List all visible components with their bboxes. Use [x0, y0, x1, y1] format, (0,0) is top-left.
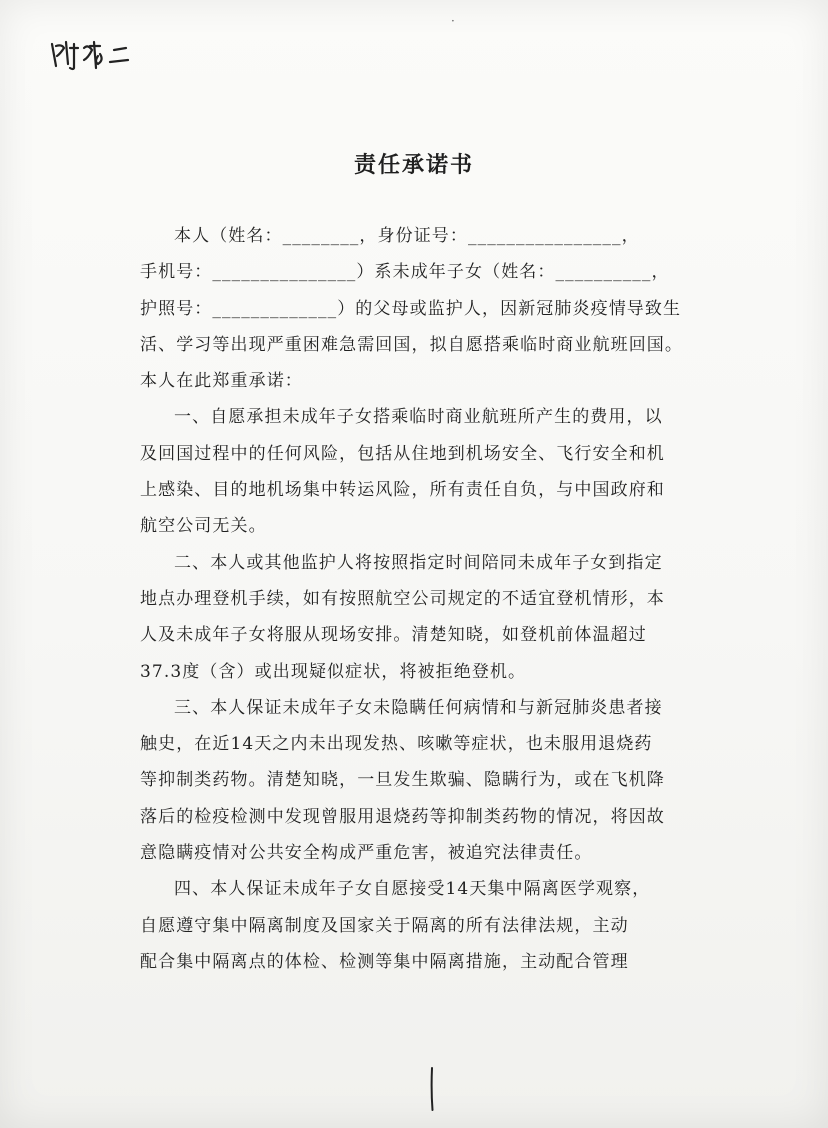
text-line: 及回国过程中的任何风险，包括从住地到机场安全、飞行安全和机 — [140, 443, 665, 464]
text-line: 二、本人或其他监护人将按照指定时间陪同未成年子女到指定 — [174, 552, 663, 573]
text-line: 等抑制类药物。清楚知晓，一旦发生欺骗、隐瞒行为，或在飞机降 — [140, 770, 665, 791]
text-line: 落后的检疫检测中发现曾服用退烧药等抑制类药物的情况，将因故 — [140, 806, 665, 827]
text-line: 37.3度（含）或出现疑似症状，将被拒绝登机。 — [140, 661, 527, 682]
text-line: 三、本人保证未成年子女未隐瞒任何病情和与新冠肺炎患者接 — [174, 697, 663, 718]
text-line: 本人在此郑重承诺： — [140, 371, 303, 392]
text-line: 手机号：_______________）系未成年子女（姓名：__________， — [140, 262, 670, 283]
document-title: 责任承诺书 — [353, 152, 474, 178]
handwritten-annotation-icon — [48, 34, 148, 74]
text-line: 本人（姓名：________，身份证号：________________， — [174, 226, 640, 246]
text-line: 触史，在近14天之内未出现发热、咳嗽等症状，也未服用退烧药 — [140, 734, 653, 755]
text-line: 四、本人保证未成年子女自愿接受14天集中隔离医学观察， — [174, 879, 651, 900]
text-line: 一、自愿承担未成年子女搭乘临时商业航班所产生的费用，以 — [174, 407, 663, 428]
text-line: 自愿遵守集中隔离制度及国家关于隔离的所有法律法规，主动 — [140, 915, 629, 936]
text-line: 配合集中隔离点的体检、检测等集中隔离措施，主动配合管理 — [140, 951, 629, 972]
page-top-mark: · — [451, 14, 455, 28]
pen-mark-icon — [430, 1066, 434, 1112]
text-line: 航空公司无关。 — [140, 516, 267, 537]
text-line: 活、学习等出现严重困难急需回国，拟自愿搭乘临时商业航班回国。 — [140, 334, 683, 355]
text-line: 人及未成年子女将服从现场安排。清楚知晓，如登机前体温超过 — [140, 625, 647, 646]
text-line: 意隐瞒疫情对公共安全构成严重危害，被追究法律责任。 — [140, 843, 593, 864]
document-body — [140, 218, 688, 980]
text-line: 上感染、目的地机场集中转运风险，所有责任自负，与中国政府和 — [140, 480, 665, 501]
text-line: 护照号：_____________）的父母或监护人，因新冠肺炎疫情导致生 — [140, 298, 682, 319]
text-line: 地点办理登机手续，如有按照航空公司规定的不适宜登机情形，本 — [140, 588, 665, 609]
